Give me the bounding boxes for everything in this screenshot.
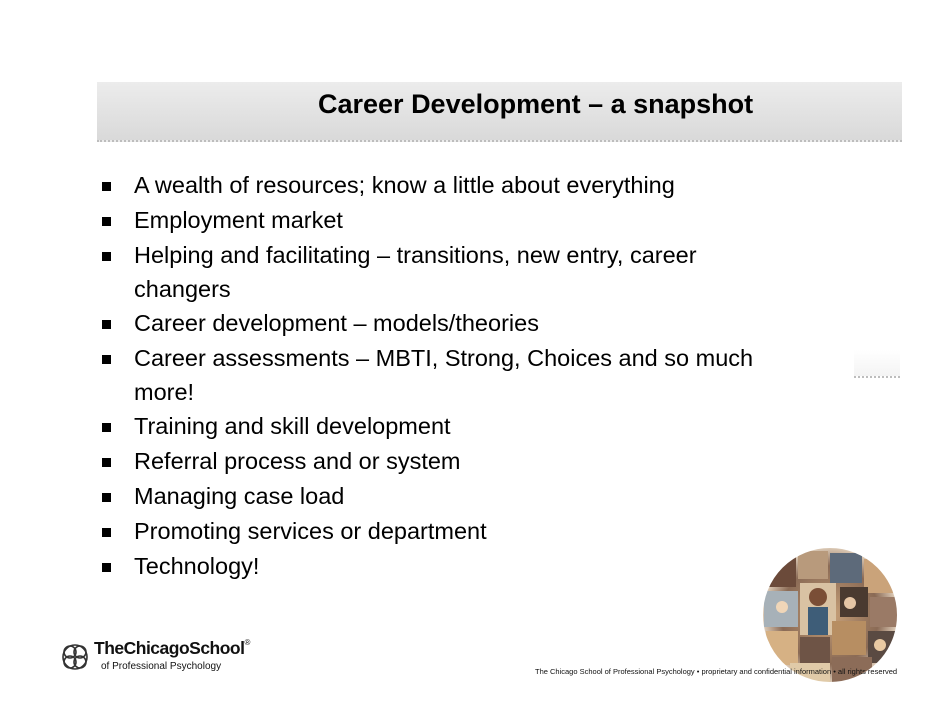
bullet-square-icon <box>102 423 111 432</box>
bullet-square-icon <box>102 182 111 191</box>
slide-title: Career Development – a snapshot <box>318 89 754 119</box>
bullet-list <box>100 168 780 584</box>
list-item: Helping and facilitating – transitions, new entry, career changers <box>100 238 774 306</box>
bullet-square-icon <box>102 528 111 537</box>
photo-collage-image <box>760 545 900 685</box>
footer-text: The Chicago School of Professional Psychology • proprietary and confidential information • all rights reserved <box>535 667 898 676</box>
list-item: Career development – models/theories <box>100 306 780 341</box>
registered-mark: ® <box>244 638 250 647</box>
bullet-square-icon <box>102 320 111 329</box>
bullet-square-icon <box>102 252 111 261</box>
list-item: Employment market <box>100 203 780 238</box>
celtic-knot-icon <box>60 640 90 674</box>
bullet-square-icon <box>102 458 111 467</box>
logo-name-text: TheChicagoSchool <box>94 638 245 658</box>
bullet-square-icon <box>102 355 111 364</box>
logo-subtitle: of Professional Psychology <box>101 661 222 672</box>
list-item: A wealth of resources; know a little about everything <box>100 168 780 203</box>
list-item: Managing case load <box>100 479 780 514</box>
side-decoration <box>854 350 900 378</box>
list-item: Technology! <box>100 549 780 584</box>
list-item: Career assessments – MBTI, Strong, Choices and so much more! <box>100 341 774 409</box>
list-item: Promoting services or department <box>100 514 780 549</box>
bullet-square-icon <box>102 493 111 502</box>
list-item: Training and skill development <box>100 409 780 444</box>
school-logo <box>60 638 250 676</box>
list-item: Referral process and or system <box>100 444 780 479</box>
bullet-square-icon <box>102 217 111 226</box>
bullet-square-icon <box>102 563 111 572</box>
